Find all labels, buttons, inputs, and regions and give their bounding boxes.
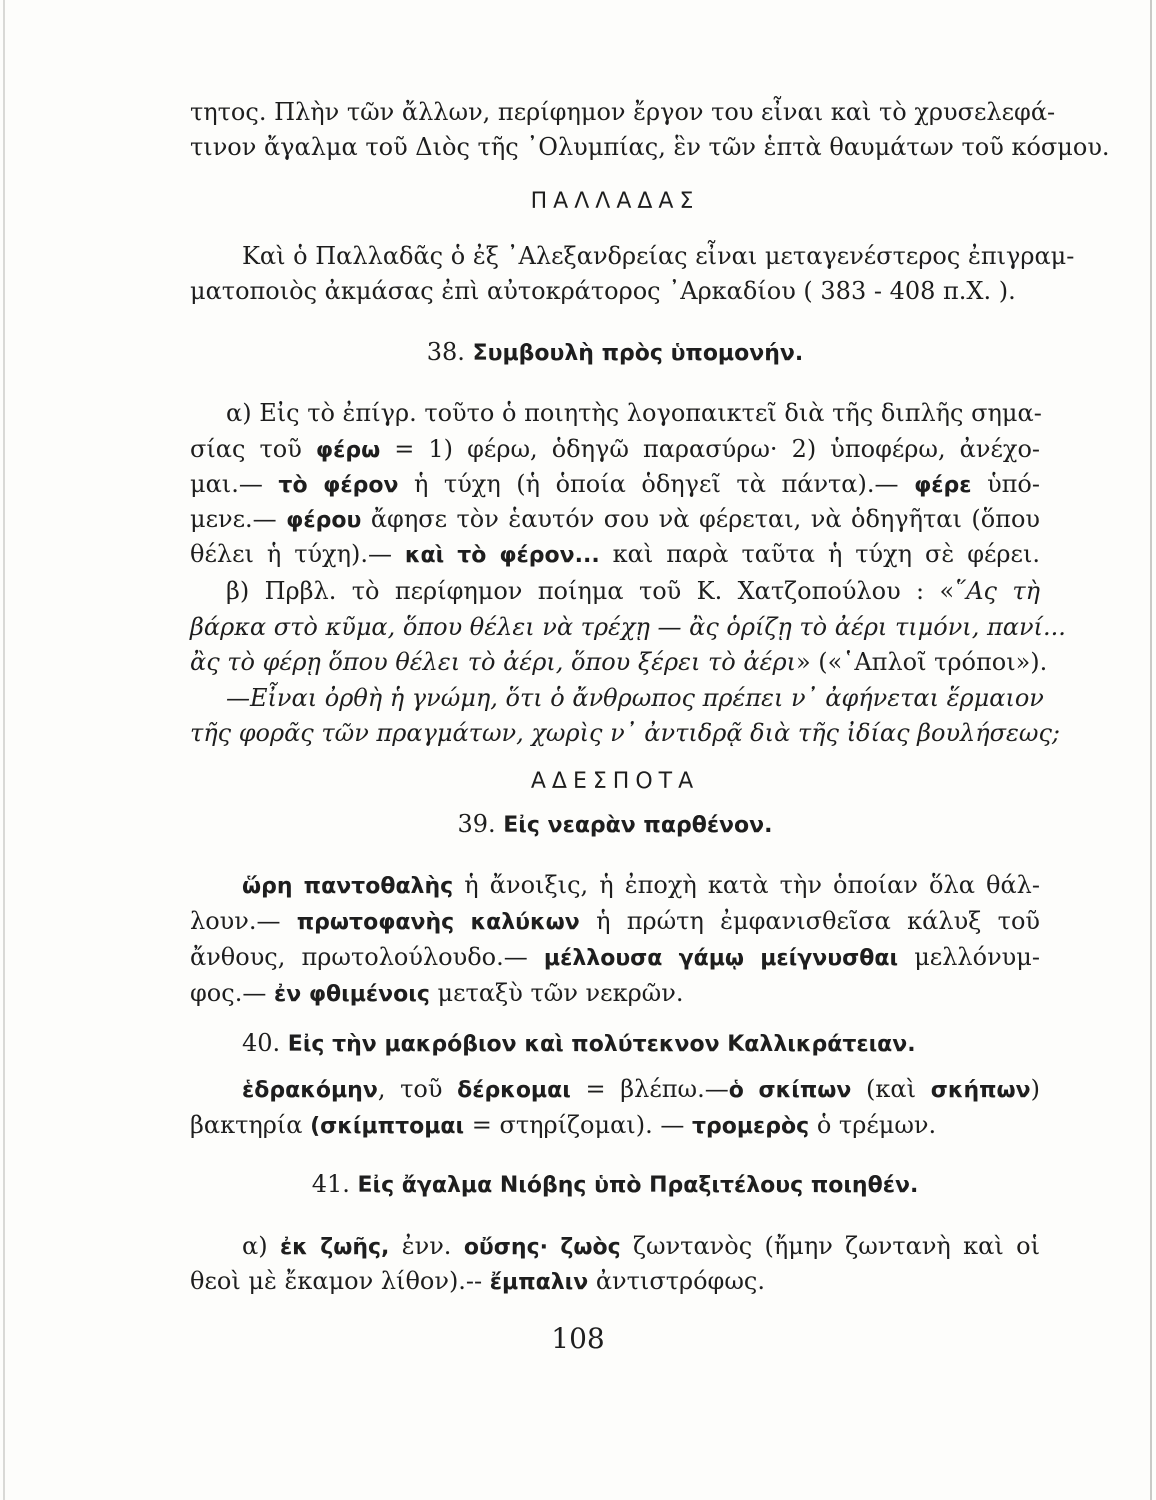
section-heading <box>190 764 1040 798</box>
bold-term: τὸ φέρον <box>278 473 399 498</box>
text-segment: 40. <box>242 1029 288 1057</box>
text-segment: β) Πρβλ. τὸ περίφημον ποίημα τοῦ Κ. Χατζοπούλου : « <box>226 577 955 605</box>
text-segment: ὑπό- <box>971 470 1040 498</box>
text-segment: φος.— <box>190 979 274 1007</box>
italic-text: —Εἶναι ὀρθὴ ἡ γνώμη, ὅτι ὁ ἄνθρωπος πρέπει ν᾽ ἀφήνεται ἕρμαιον <box>226 684 1044 712</box>
bold-term: ἐν φθιμένοις <box>273 982 430 1007</box>
section-heading <box>190 184 1040 218</box>
text-line <box>242 1073 1040 1107</box>
text-line <box>242 869 1040 903</box>
section-heading <box>190 808 1040 842</box>
page-right-edge <box>1150 0 1152 1500</box>
bold-term: φέρω <box>315 438 381 463</box>
text-segment: θέλει ἡ τύχη).— <box>190 540 405 568</box>
text-segment: = στηρίζομαι). — <box>464 1111 692 1139</box>
text-segment: (καὶ <box>851 1075 931 1103</box>
text-segment: ΠΑΛΛΑΔΑΣ <box>530 189 700 214</box>
text-line <box>190 1265 1040 1299</box>
text-segment: ἡ πρώτη ἐμφανισθεῖσα κάλυξ τοῦ <box>579 907 1040 935</box>
section-heading <box>190 336 1040 370</box>
text-line <box>190 468 1040 502</box>
bold-term: Εἰς τὴν μακρόβιον καὶ πολύτεκνον Καλλικράτειαν. <box>287 1032 916 1057</box>
text-line <box>226 682 1044 714</box>
text-segment: ἡ τύχη (ἡ ὁποία ὁδηγεῖ τὰ πάντα).— <box>398 470 915 498</box>
text-segment: ἄφησε τὸν ἑαυτόν σου νὰ φέρεται, νὰ ὁδηγῆται (ὅπου <box>361 505 1041 533</box>
text-line <box>190 646 1048 678</box>
bold-term: οὔσης· ζωὸς <box>463 1235 621 1260</box>
text-segment: ) <box>1030 1075 1040 1103</box>
bold-term: ἔμπαλιν <box>489 1270 589 1295</box>
text-line <box>190 538 1040 572</box>
text-segment: μενε.— <box>190 505 287 533</box>
text-line <box>190 941 1040 975</box>
text-segment: » («῾Απλοῖ τρόποι»). <box>795 648 1048 676</box>
section-heading <box>242 1027 1040 1061</box>
page-left-edge <box>3 0 5 1500</box>
italic-text: ἂς τὸ φέρῃ ὅπου θέλει τὸ ἀέρι, ὅπου ξέρει τὸ ἀέρι <box>190 648 796 676</box>
text-segment: τητος. Πλὴν τῶν ἄλλων, περίφημον ἔργον του εἶναι καὶ τὸ χρυσελεφά- <box>190 98 1056 126</box>
text-line <box>190 717 1060 749</box>
text-segment: σίας τοῦ <box>190 435 316 463</box>
text-segment: μεταξὺ τῶν νεκρῶν. <box>429 979 684 1007</box>
bold-term: Εἰς ἄγαλμα Νιόβης ὑπὸ Πραξιτέλους ποιηθέν. <box>357 1173 919 1198</box>
bold-term: ὥρη παντοθαλὴς <box>242 874 454 899</box>
text-line <box>242 1230 1040 1264</box>
text-segment: α) <box>242 1232 280 1260</box>
bold-term: Συμβουλὴ πρὸς ὑπομονήν. <box>472 341 804 366</box>
text-segment: ἡ ἄνοιξις, ἡ ἐποχὴ κατὰ τὴν ὁποίαν ὅλα θάλ- <box>453 871 1040 899</box>
text-segment: τινον ἄγαλμα τοῦ Διὸς τῆς ᾽Ολυμπίας, ἓν τῶν ἑπτὰ θαυμάτων τοῦ κόσμου. <box>190 133 1110 161</box>
text-line <box>242 240 1075 272</box>
text-line <box>190 96 1056 128</box>
text-line <box>190 977 1040 1011</box>
bold-term: (σκίμπτομαι <box>310 1114 465 1139</box>
text-segment: ἄνθους, πρωτολούλουδο.— <box>190 943 544 971</box>
text-segment: 38. <box>426 338 473 366</box>
bold-term: μέλλουσα γάμῳ μείγνυσθαι <box>543 946 899 971</box>
text-line <box>226 575 1040 607</box>
bold-term: καὶ τὸ φέρον... <box>404 543 600 568</box>
bold-term: ὁ σκίπων <box>728 1078 852 1103</box>
text-segment: λουν.— <box>190 907 297 935</box>
bold-term: πρωτοφανὴς καλύκων <box>296 910 580 935</box>
text-line <box>190 905 1040 939</box>
text-segment: 41. <box>311 1170 358 1198</box>
text-segment: ἐνν. <box>389 1232 464 1260</box>
text-line <box>226 397 1040 429</box>
text-segment: ματοποιὸς ἀκμάσας ἐπὶ αὐτοκράτορος ᾽Αρκαδίου ( 383 - 408 π.Χ. ). <box>190 277 1016 305</box>
bold-term: ἑδρακόμην <box>242 1078 378 1103</box>
bold-term: σκήπων <box>930 1078 1031 1103</box>
text-line <box>190 433 1040 467</box>
bold-term: τρομερὸς <box>691 1114 810 1139</box>
italic-text: τῆς φορᾶς τῶν πραγμάτων, χωρὶς ν᾽ ἀντιδρᾷ διὰ τῆς ἰδίας βουλήσεως; <box>190 719 1060 747</box>
bold-term: Εἰς νεαρὰν παρθένον. <box>503 813 773 838</box>
text-segment: θεοὶ μὲ ἔκαμον λίθον).-- <box>190 1267 490 1295</box>
text-segment: = βλέπω.— <box>570 1075 729 1103</box>
text-line <box>190 275 1040 307</box>
text-segment: = 1) φέρω, ὁδηγῶ παρασύρω· 2) ὑποφέρω, ἀνέχο- <box>380 435 1041 463</box>
text-line <box>190 131 1110 163</box>
text-segment: Καὶ ὁ Παλλαδᾶς ὁ ἐξ ᾽Αλεξανδρείας εἶναι μεταγενέστερος ἐπιγραμ- <box>242 242 1075 270</box>
text-segment: μαι.— <box>190 470 279 498</box>
bold-term: φέρε <box>914 473 972 498</box>
text-segment: ΑΔΕΣΠΟΤΑ <box>530 769 700 794</box>
page-number: 108 <box>551 1322 605 1355</box>
text-segment: βακτηρία <box>190 1111 311 1139</box>
section-heading <box>190 1168 1040 1202</box>
text-segment: ἀντιστρόφως. <box>588 1267 765 1295</box>
text-segment: ζωντανὸς (ἤμην ζωντανὴ καὶ οἱ <box>620 1232 1041 1260</box>
text-segment: ὁ τρέμων. <box>809 1111 937 1139</box>
text-segment: 39. <box>457 810 504 838</box>
bold-term: φέρου <box>286 508 362 533</box>
text-line <box>190 1109 1040 1143</box>
text-segment: καὶ παρὰ ταῦτα ἡ τύχη σὲ φέρει. <box>599 540 1041 568</box>
italic-text: βάρκα στὸ κῦμα, ὅπου θέλει νὰ τρέχῃ — ἂς ὁρίζῃ τὸ ἀέρι τιμόνι, πανί... <box>190 613 1066 641</box>
bold-term: ἐκ ζωῆς, <box>279 1235 390 1260</box>
text-segment: α) Εἰς τὸ ἐπίγρ. τοῦτο ὁ ποιητὴς λογοπαικτεῖ διὰ τῆς διπλῆς σημα- <box>226 399 1042 427</box>
text-line <box>190 611 1066 643</box>
text-segment: μελλόνυμ- <box>898 943 1040 971</box>
text-segment: , τοῦ <box>377 1075 458 1103</box>
text-line <box>190 503 1040 537</box>
italic-text: ῞Ας τὴ <box>954 577 1040 605</box>
bold-term: δέρκομαι <box>457 1078 571 1103</box>
